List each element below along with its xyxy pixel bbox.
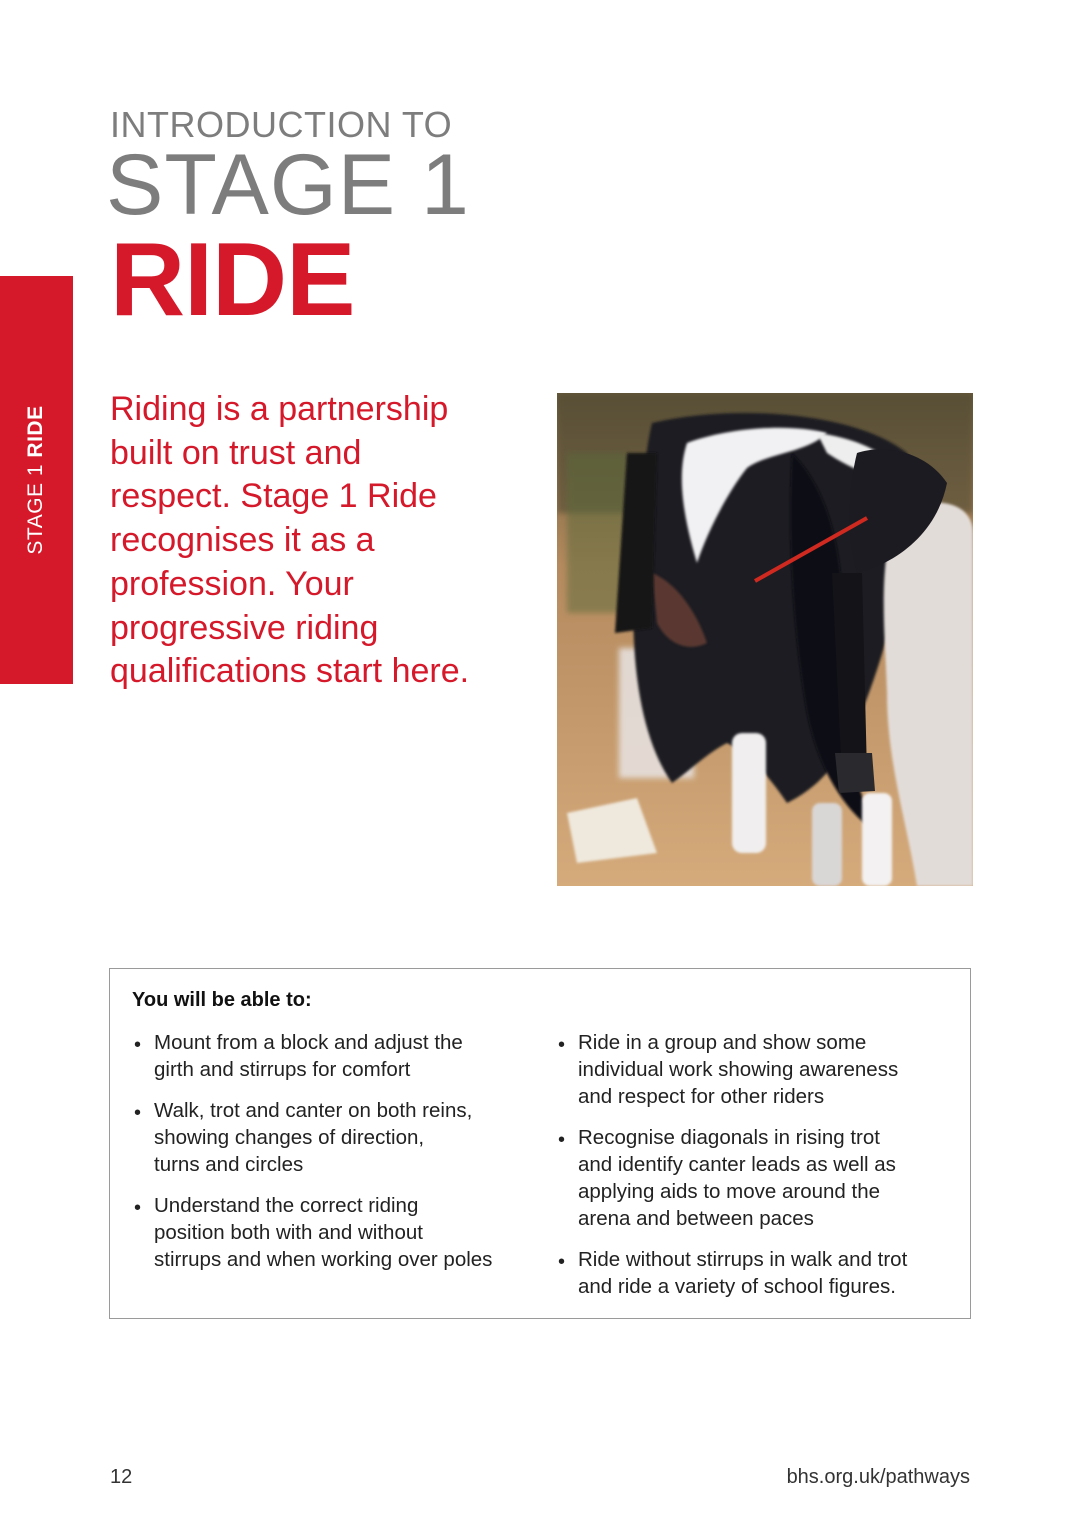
intro-line: Riding is a partnership [110,390,449,428]
learning-outcomes-box [109,968,971,1319]
intro-paragraph [110,388,530,694]
list-item-line: girth and stirrups for comfort [154,1058,411,1081]
list-item [558,1029,938,1110]
bullet-icon: • [558,1251,566,1273]
list-item [558,1124,938,1232]
horse-rider-illustration [557,393,973,886]
list-item-line: Mount from a block and adjust the [154,1031,463,1054]
intro-line: profession. Your [110,564,354,603]
outcomes-title: You will be able to: [132,989,312,1011]
bullet-icon: • [558,1129,566,1151]
list-item [134,1097,514,1178]
bullet-icon: • [558,1034,566,1056]
list-item-line: and ride a variety of school figures. [578,1275,896,1298]
list-item [134,1192,514,1273]
intro-line: built on trust and [110,433,362,472]
intro-line: progressive riding [110,608,379,647]
page-title: RIDE [110,222,355,338]
intro-line: recognises it as a [110,521,375,560]
outcomes-right-column [558,1029,938,1314]
list-item-line: Ride without stirrups in walk and trot [578,1248,908,1271]
list-item-line: applying aids to move around the [578,1180,881,1203]
bullet-icon: • [134,1034,142,1056]
footer-url: bhs.org.uk/pathways [786,1466,970,1488]
list-item-line: stirrups and when working over poles [154,1248,493,1271]
bullet-icon: • [134,1197,142,1219]
horse-rider-photo [557,393,973,886]
list-item-line: showing changes of direction, [154,1126,425,1149]
list-item-line: and identify canter leads as well as [578,1153,896,1176]
intro-line: qualifications start here. [110,652,470,691]
list-item-line: Recognise diagonals in rising trot [578,1126,880,1149]
bullet-icon: • [134,1102,142,1124]
outcomes-left-column [134,1029,514,1287]
list-item-line: Walk, trot and canter on both reins, [154,1099,473,1122]
side-tab-label-bold: RIDE [24,405,47,458]
list-item-line: and respect for other riders [578,1085,825,1108]
side-tab-label [24,405,48,554]
side-tab-label-light: STAGE 1 [24,457,47,555]
list-item [558,1246,938,1300]
list-item-line: position both with and without [154,1221,423,1244]
list-item-line: Understand the correct riding [154,1194,419,1217]
heading-stage: STAGE 1 [106,137,470,233]
list-item-line: individual work showing awareness [578,1058,899,1081]
list-item-line: Ride in a group and show some [578,1031,867,1054]
heading-kicker: INTRODUCTION TO [110,104,453,145]
list-item-line: turns and circles [154,1153,304,1176]
page-number: 12 [110,1466,133,1488]
list-item-line: arena and between paces [578,1207,814,1230]
intro-line: respect. Stage 1 Ride [110,477,437,516]
list-item [134,1029,514,1083]
